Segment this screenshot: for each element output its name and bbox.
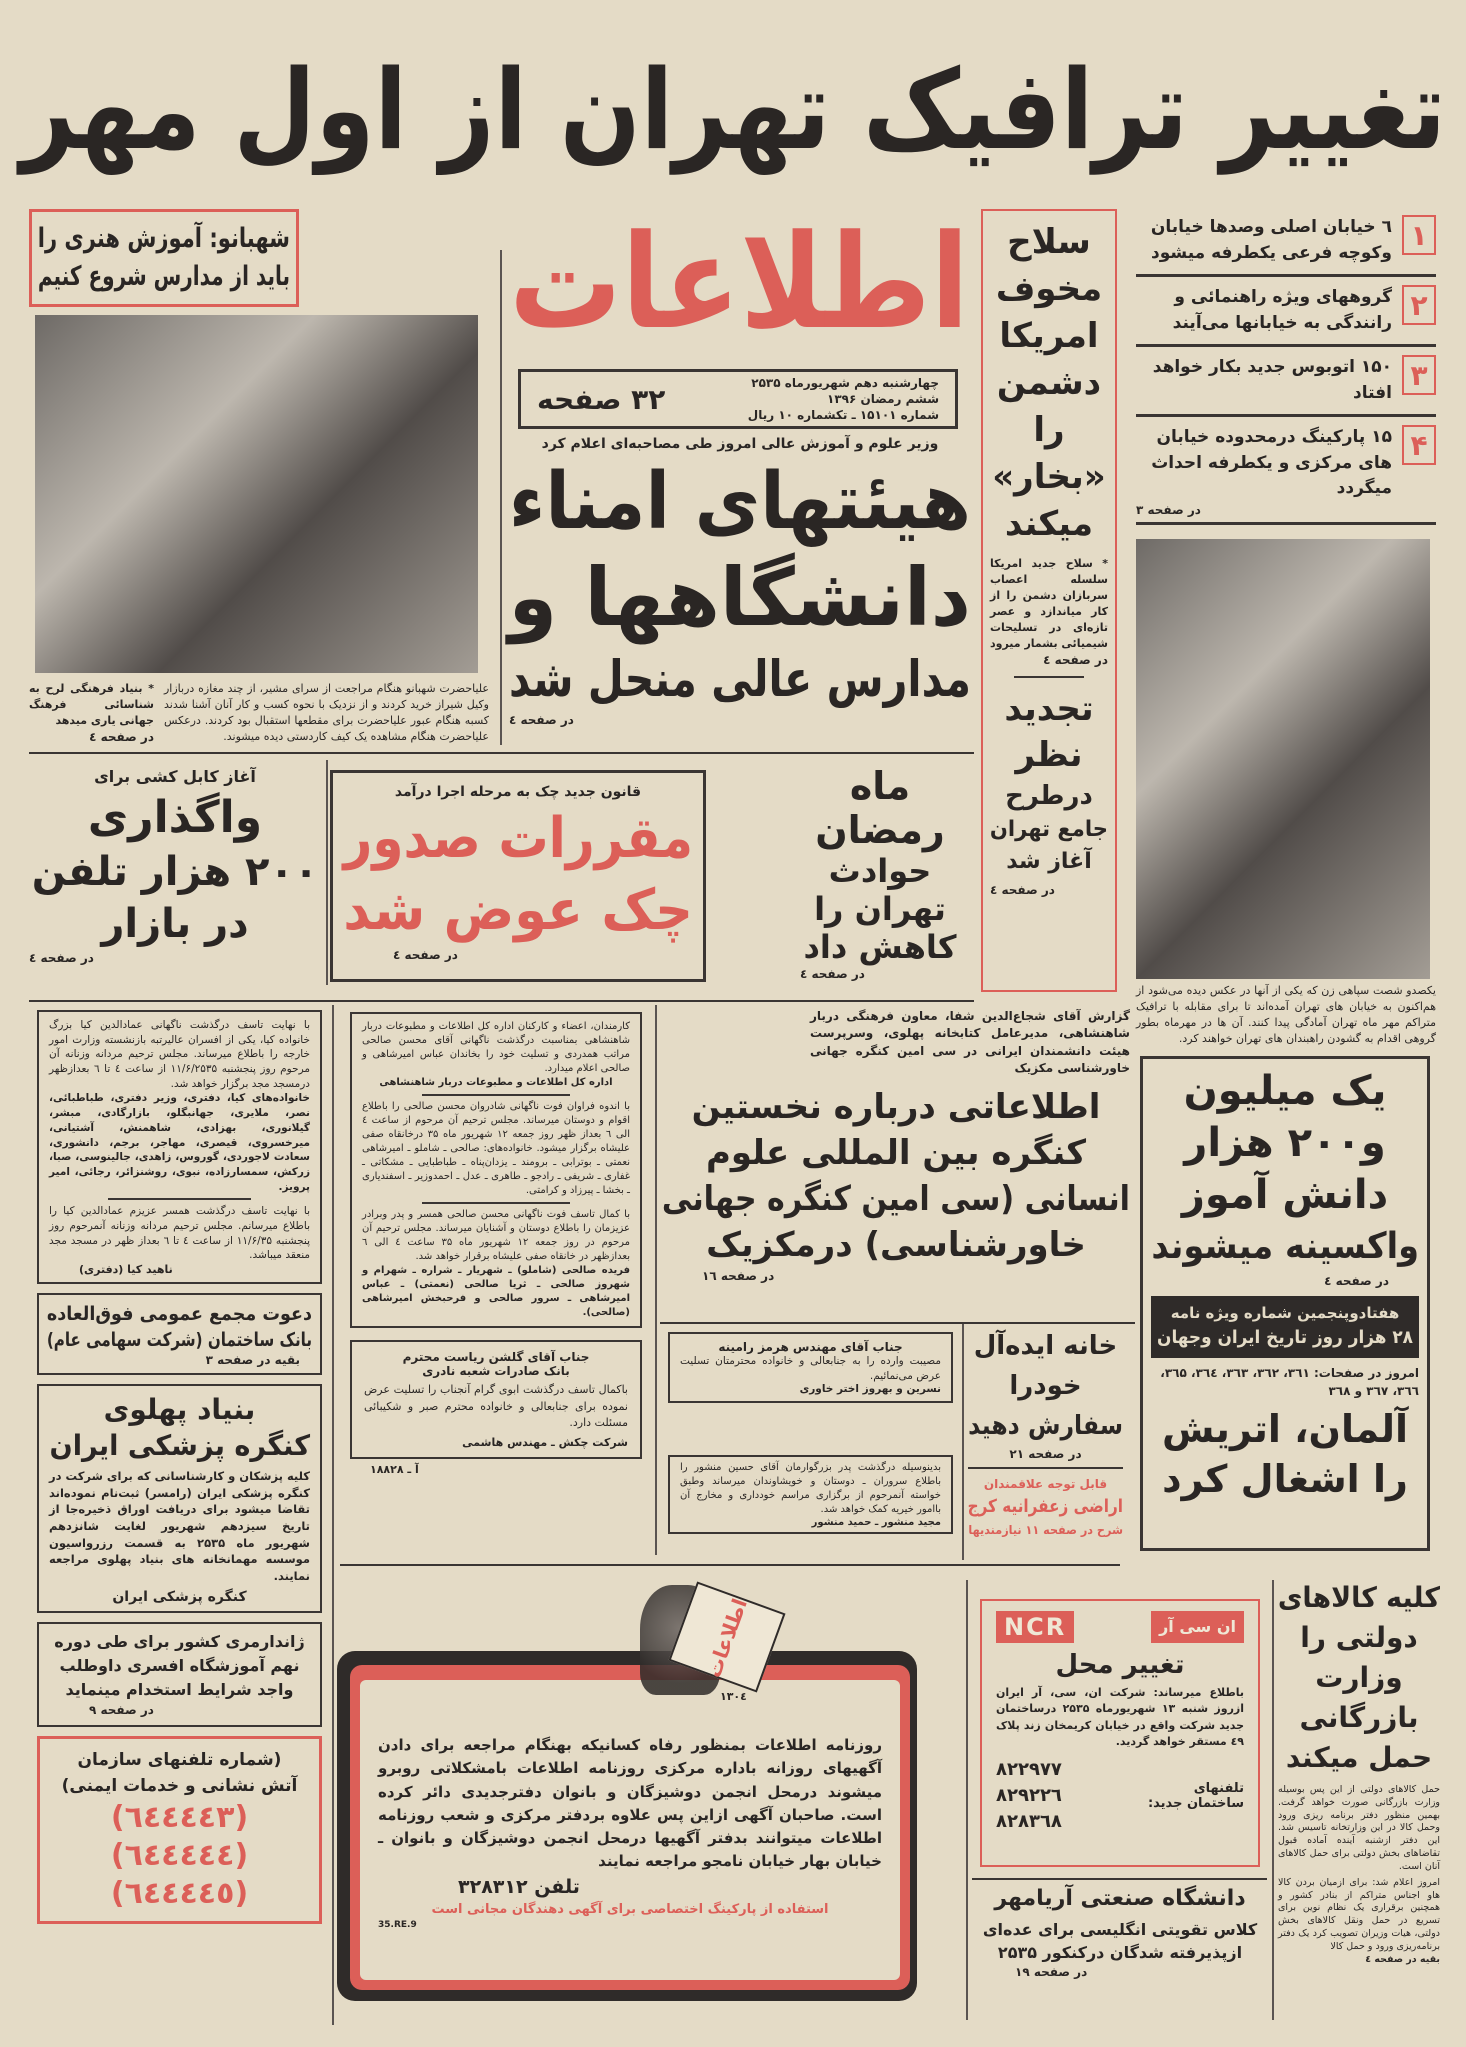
ncr-notice[interactable] <box>980 1599 1260 1867</box>
germany-headline[interactable] <box>1151 1404 1419 1504</box>
ad-body: روزنامه اطلاعات بمنظور رفاه کسانیکه بهنگام مراجعه برای دادن آگهیهای روزانه باداره مرکزی روزنامه اطلاعات بامشکلاتی روبرو میشوند درمحل انجمن دوشیزگان و بانوان دفترجدیدی دائر کرده است. صاحبان آگهی ازاین پس علاوه بردفتر مرکزی و شعب روزنامه اطلاعات میتوانند بدفتر آگهیها درمحل انجمن دوشیزگان و بانوان ـ خیابان بهار خیابان نامجو مراجعه نمایند <box>378 1736 882 1871</box>
masthead-logo: اطلاعات <box>509 206 969 358</box>
ettelaat-ad-panel <box>360 1680 900 1980</box>
obit-sign: اداره کل اطلاعات و مطبوعات دربار شاهنشاهی <box>379 1077 613 1088</box>
commerce-line: کلیه کالاهای <box>1277 1581 1440 1614</box>
congress-line: اطلاعاتی درباره نخستین <box>691 1086 1101 1127</box>
congress-headline <box>662 1084 1130 1268</box>
obit-title: جناب آقای مهندس هرمز رامینه <box>718 1340 903 1354</box>
obit-text: با نهایت تاسف درگذشت ناگهانی عمادالدین کیا بزرگ خانواده کیا، یکی از افسران عالیرتبه بازنشسته وزارت امور خارجه را باطلاع میرساند. مجلس ترحیم مردانه وزنانه آن مرحوم روز پنجشنبه ۱۱/۶/۲۵۳۵ از ساعت ٤ تا ٦ بعدازظهر درمسجد مجد برگزار خواهد شد. <box>49 1019 310 1090</box>
master-plan-headline[interactable] <box>990 686 1108 878</box>
special-line2: ۲۸ هزار روز تاریخ ایران وجهان <box>1157 1326 1413 1348</box>
car-line: سفارش دهید <box>968 1411 1123 1441</box>
traffic-item[interactable] <box>1136 209 1436 277</box>
cheque-line1: مقررات صدور <box>343 806 693 871</box>
item-number: ١ <box>1402 215 1436 255</box>
issue-number: شماره ۱۵۱۰۱ ـ تکشماره ۱۰ ریال <box>747 408 939 423</box>
divider <box>29 1000 974 1002</box>
obit-title: بانک صادرات شعبه نادری <box>422 1364 570 1378</box>
lead-kicker: وزیر علوم و آموزش عالی امروز طی مصاحبه‌ای اعلام کرد <box>541 436 939 452</box>
divider <box>500 250 502 745</box>
page-ref: در صفحه ٤ <box>800 967 865 981</box>
divider <box>1272 1580 1274 2020</box>
item-number: ٢ <box>1402 285 1436 325</box>
divider <box>655 1005 657 1555</box>
weapon-body-text: * سلاح جدید امریکا سلسله اعصاب سربازان دشمن را از کار میاندازد و عصر تازه‌ای در تسلیحات شیمیائی بشمار میرود <box>989 557 1108 650</box>
divider <box>968 1467 1123 1469</box>
obit-text: مصیبت وارده را به جنابعالی و خانواده محترمتان تسلیت عرض می‌نمائیم. <box>680 1355 941 1382</box>
fire-line2: آتش نشانی و خدمات ایمنی) <box>61 1775 298 1796</box>
master-plan-word: آغاز شد <box>1006 849 1092 875</box>
obit-title: جناب آقای گلشن ریاست محترم <box>402 1350 590 1364</box>
obit-sign: شرکت چکش ـ مهندس هاشمی <box>462 1435 628 1449</box>
page-ref: در صفحه ٤ <box>393 948 458 962</box>
phones-story[interactable] <box>29 760 321 990</box>
traffic-item[interactable] <box>1136 417 1436 525</box>
date-box <box>518 369 958 429</box>
car-line: خانه ایده‌آل <box>973 1331 1118 1361</box>
aryamehr-notice[interactable] <box>975 1884 1265 1981</box>
vaccine-line: و۲۰۰ هزار <box>1184 1120 1386 1166</box>
vaccine-line: واکسینه میشوند <box>1151 1226 1419 1267</box>
weapon-word: را <box>1033 410 1065 450</box>
master-plan-word: درطرح <box>1005 781 1093 812</box>
cheque-box[interactable] <box>330 770 706 982</box>
ad-phone: تلفن ۳۲۸۳۱۲ <box>458 1875 580 1898</box>
ncr-phone: ۸۲۹۲۲٦ <box>996 1784 1062 1806</box>
vaccine-box <box>1140 1056 1430 1551</box>
ncr-phone: ۸۲۲۹۷۷ <box>996 1758 1062 1780</box>
caption-second: درعکس علیاحضرت هنگام مشاهده یک کیف کاردستی دیده میشوند. <box>164 714 489 744</box>
commerce-text: حمل کالاهای دولتی از این پس بوسیله وزارت بازرگانی صورت خواهد گرفت. بهمین منظور دفتر برنامه ریزی ورود وحمل کالا در این وزارتخانه تاسیس شد. این دفتر ازشنبه آینده آماده قبول تقاضاهای بخش دولتی برای حمل کالاهای آنان است. <box>1278 1784 1440 1872</box>
germany-line2: را اشغال کرد <box>1162 1456 1408 1501</box>
aryamehr-title: دانشگاه صنعتی آریامهر <box>994 1886 1246 1911</box>
ettelaat-flag-emblem <box>640 1575 770 1730</box>
obit-text: با نهایت تاسف درگذشت همسر عزیزم عمادالدین کیا را باطلاع میرسانم. مجلس ترحیم مردانه وزنانه آنمرحوم روز پنجشنبه ۱۱/۶/۳۵ از ساعت ٤ تا ٦ بعداز ظهر در مسجد مجد منعقد میباشد. <box>49 1205 311 1262</box>
photo-right-caption: یکصدو شصت سپاهی زن که یکی از آنها در عکس دیده می‌شود از هم‌اکنون به خیابان های تهران آمده‌اند تا برای مقابله با ترافیک متراکم مهر ماه تهران آمادگی پیدا کنند. آن ها در مهرماه بطور گروهی اقدام به گشودن راهبندان های تهران خواهند کرد. <box>1136 984 1436 1046</box>
page-ref: در صفحه ۹ <box>89 1702 154 1717</box>
banner-headline: تغییر ترافیک تهران از اول مهر <box>20 46 1446 174</box>
special-pages: امروز در صفحات: ۳٦۱، ۳٦۲، ۳٦۳، ۳٦٤، ۳٦۵، ۳٦٦، ۳٦۷ و ۳٦۸ <box>1160 1365 1419 1398</box>
weapon-word: دشمن <box>996 363 1102 403</box>
ramadan-word: تهران را <box>814 890 946 928</box>
traffic-item[interactable] <box>1136 347 1436 417</box>
vaccine-line: دانش آموز <box>1181 1172 1389 1218</box>
pahlavi-body: کلیه پزشکان و کارشناسانی که برای شرکت در کنگره پزشکی ایران (رامسر) ثبت‌نام نموده‌اند تقاضا میشود برای دریافت اوراق ذخیره‌جا از تاریخ سیزدهم شهریور لغایت شانزدهم شهریور ماه ۲۵۳۵ به قسمت رزرواسیون موسسه مهمانخانه های بنیاد پهلوی مراجعه نمایند. <box>49 1469 310 1584</box>
car-ad[interactable] <box>968 1326 1123 1446</box>
fire-phones-box <box>37 1736 322 1924</box>
page-ref: بقیه در صفحه ٤ <box>1365 1953 1440 1965</box>
item-text: ٦ خیابان اصلی وصدها خیابان وکوچه فرعی یکطرفه میشود <box>1150 217 1392 263</box>
obit-text: با اندوه فراوان فوت ناگهانی شادروان محسن صالحی را باطلاع اقوام و دوستان میرساند. مجلس ترحیم آن مرحوم از ساعت ٤ الی ٦ بعداز ظهر روز جمعه ۱۲ شهریور ماه ۳۵ درخانقاه صفی علیشاه برگزار میشود. خانواده‌های: صالحی ـ شاملو ـ امیرشاهی نعمتی ـ بوترابی ـ برومند ـ یزدان‌پناه ـ طباطبایی ـ مشکاتی ـ غفاری ـ شریفی ـ رادجو ـ طاهری ـ عدل ـ احمدوزیر ـ اسفندیاری ـ بخشا ـ پیرزاد و کرامتی. <box>362 1101 630 1196</box>
weapon-word: سلاح <box>1007 222 1091 262</box>
ramadan-word: حوادث <box>828 852 932 890</box>
ncr-body: باطلاع میرساند: شرکت ان، سی، آر ایران ازروز شنبه ۱۳ شهریورماه ۲۵۳۵ درساختمان جدید شرکت واقع در خیابان کریمخان زند پلاک ٤۹ مستقر خواهد گردید. <box>996 1685 1245 1749</box>
shahbanu-line2: باید از مدارس شروع کنیم <box>37 261 291 292</box>
master-plan-word: تجدید <box>1004 689 1094 730</box>
weapon-word: مخوف <box>995 269 1103 309</box>
commerce-column <box>1278 1578 1440 2040</box>
ncr-phone: ۸۲۸۳٦۸ <box>996 1811 1062 1833</box>
page-ref: در صفحه ٤ <box>1324 1274 1389 1288</box>
vaccine-headline[interactable] <box>1151 1065 1419 1273</box>
commerce-body <box>1278 1784 1440 1966</box>
obit-text: با کمال تاسف فوت ناگهانی محسن صالحی همسر و پدر وبرادر عزیزمان را باطلاع دوستان و آشنایان میرساند. مجلس ترحیم آن مرحوم در روز جمعه ۱۲ شهریور ماه ۳۵ ساعت ٤ الی ٦ بعدازظهر در خانقاه صفی علیشاه برقرار خواهد شد. <box>362 1209 630 1262</box>
obit-sign: نسرین و بهروز اختر خاوری <box>799 1383 941 1396</box>
fire-number: (٦٤٤٤٤٤) <box>110 1837 249 1873</box>
flag-logo: اطلاعات <box>668 1581 785 1692</box>
vaccine-line: یک میلیون <box>1183 1068 1387 1114</box>
obituary-kia <box>37 1010 322 1284</box>
car-line: خودرا <box>1009 1371 1082 1401</box>
flag-year: ۱۳۰٤ <box>720 1690 747 1703</box>
commerce-line: دولتی را <box>1300 1621 1418 1654</box>
left-lower-column <box>37 1010 322 2040</box>
obituary-column <box>350 1012 642 1557</box>
page-ref: در صفحه ۱٦ <box>702 1268 775 1283</box>
caption-side-text: * بنیاد فرهنگی لرح به شناسائی فرهنگ جهانی یاری میدهد <box>29 682 154 728</box>
page-ref: در صفحه ۳ <box>1136 502 1201 517</box>
lead-line2: دانشگاهها و <box>508 551 971 644</box>
divider <box>1014 676 1085 678</box>
pahlavi-congress[interactable] <box>37 1384 322 1613</box>
land-sub: شرح در صفحه ۱۱ نیازمندیها <box>968 1522 1123 1537</box>
special-issue-banner[interactable] <box>1151 1296 1419 1358</box>
weapon-headline[interactable] <box>990 219 1108 548</box>
pahlavi-line2: کنگره پزشکی ایران <box>49 1429 310 1462</box>
divider <box>29 752 974 754</box>
obituary-manshour <box>668 1455 953 1534</box>
page-ref: در صفحه ٤ <box>990 883 1055 898</box>
phones-line3: در بازار <box>101 901 249 947</box>
ncr-logo-persian: ان سی آر <box>1151 1611 1244 1643</box>
item-number: ۴ <box>1402 425 1436 465</box>
commerce-line: بازرگانی <box>1299 1701 1419 1734</box>
ad-code: 35.RE.9 <box>378 1919 417 1930</box>
cheque-kicker: قانون جدید چک به مرحله اجرا درآمد <box>394 784 642 800</box>
congress-line: خاورشناسی) درمکزیک <box>706 1224 1086 1265</box>
obituary-golshan <box>350 1340 642 1459</box>
page-ref: در صفحه ٤ <box>29 951 94 965</box>
obit-sign: مجید منشور ـ حمید منشور <box>811 1517 941 1528</box>
phones-line2: ۲۰۰ هزار تلفن <box>31 849 319 895</box>
divider <box>660 1322 1135 1324</box>
congress-line: کنگره بین المللی علوم <box>705 1132 1087 1173</box>
meeting-notice[interactable] <box>37 1293 322 1375</box>
ramadan-story[interactable] <box>800 764 960 983</box>
phones-kicker: آغاز کابل کشی برای <box>94 767 256 786</box>
weapon-word: «بخار» <box>992 457 1106 497</box>
obit-families: خانواده‌های کیا، دفتری، وزیر دفتری، طباطبائی، نصر، ملایری، جهانبگلو، بازارگادی، مبشر، گیلانوری، بهزادی، شاهمنش، آشتیانی، میرخسروی، قیصری، مهاجر، برجم، دانشوری، سعادت لاجوردی، گوروس، زاهدی، جالینوسی، صبا، زرکش، سمسارزاده، نبوی، روشنزائر، رجائی، امیر پرویز. <box>49 1092 310 1193</box>
photo-caption <box>164 681 489 746</box>
page-ref: در صفحه ٤ <box>1043 652 1108 667</box>
commerce-line: حمل میکند <box>1285 1741 1433 1774</box>
ncr-phones-label: تلفنهای ساختمان جدید: <box>1147 1781 1244 1812</box>
traffic-item[interactable] <box>1136 277 1436 347</box>
page-ref: بقیه در صفحه ۳ <box>205 1353 300 1367</box>
commerce-text: امروز اعلام شد: برای ازمیان بردن کالا هاو اجناس متراکم از بنادر کشور و همچنین برقراری یک نظام نوین برای تسریع در حمل ونقل کالاهای بخش دولتی، هیات وزیران تصویب کرد یک دفتر برنامه‌ریزی ورود و حمل کالا <box>1278 1876 1440 1952</box>
meeting-line1: دعوت مجمع عمومی فوق‌العاده <box>46 1303 313 1325</box>
congress-story[interactable] <box>662 1008 1130 1318</box>
page-count: ۳۲ صفحه <box>537 382 666 416</box>
item-number: ٣ <box>1402 355 1436 395</box>
land-ad[interactable] <box>968 1475 1123 1539</box>
right-top-column <box>1136 209 1436 1047</box>
obit-sign: ناهید کیا (دفتری) <box>79 1263 173 1276</box>
divider <box>966 1580 968 2020</box>
commerce-line: وزارت <box>1315 1661 1403 1694</box>
ramadan-word: کاهش داد <box>803 928 957 966</box>
land-title: اراضی زعفرانیه کرج <box>967 1495 1123 1517</box>
page-ref: در صفحه ۲۱ <box>1009 1447 1082 1461</box>
date-hijri: ششم رمضان ۱۳۹۶ <box>827 391 939 406</box>
caption-side <box>29 681 154 746</box>
phones-line1: واگذاری <box>87 792 263 843</box>
ad-code: آ ـ ۱۸۸۲۸ <box>370 1462 419 1476</box>
lead-story[interactable] <box>509 434 971 746</box>
pahlavi-sign: کنگره پزشکی ایران <box>112 1588 247 1605</box>
fire-number: (٦٤٤٤٤٣) <box>110 1799 249 1835</box>
photo-traffic-police <box>1136 539 1430 979</box>
caption-main: علیاحضرت شهبانو هنگام مراجعت از سرای مشیر، از چند مغازه دربازار وکیل شیراز خرید کردند و از نزدیک با نحوه کسب و کار آنان آشنا شدند کسبه هنگام عبور علیاحضرت برای مقطعها استقبال بود کردند. <box>164 682 489 728</box>
aryamehr-body: کلاس تقویتی انگلیسی برای عده‌ای ازپذیرفته شدگان درکنکور ۲۵۳۵ <box>982 1920 1258 1963</box>
master-plan-word: جامع تهران <box>989 817 1108 843</box>
obit-text: بدینوسیله درگذشت پدر بزرگوارمان آقای حسین منشور را باطلاع سروران ـ دوستان و خویشاوندان میرساند وطبق خواسته آنمرحوم از برگزاری مراسم خودداری و مخارج آن باامور خیریه کمک خواهد شد. <box>680 1462 941 1515</box>
fire-number: (٦٤٤٤٤٥) <box>110 1875 249 1911</box>
master-plan-word: نظر <box>1015 735 1083 776</box>
divider <box>972 1878 1267 1880</box>
ncr-title: تغییر محل <box>1055 1650 1185 1680</box>
obituary-salehi <box>350 1012 642 1328</box>
weapon-word: امریکا <box>999 316 1099 356</box>
divider <box>340 1564 1120 1566</box>
photo-shahbanu-bazaar <box>35 315 478 673</box>
obit-text: باکمال تاسف درگذشت ابوی گرام آنجناب را تسلیت عرض نموده برای جنابعالی و خانواده محترم صبر و شکیبائی مسئلت دارد. <box>364 1383 628 1429</box>
ad-footer: استفاده از پارکینگ اختصاصی برای آگهی دهندگان مجانی است <box>431 1901 829 1917</box>
divider <box>332 1005 334 2025</box>
divider <box>962 1324 964 1560</box>
ncr-logo-latin: NCR <box>996 1611 1074 1643</box>
date-gregorian: چهارشنبه دهم شهریورماه ۲۵۳۵ <box>751 375 939 390</box>
ramadan-word: ماه <box>849 764 911 808</box>
congress-line: انسانی (سی امین کنگره جهانی <box>661 1178 1130 1219</box>
item-text: گروههای ویژه راهنمائی و رانندگی به خیابانها می‌آیند <box>1172 287 1392 333</box>
meeting-line2: بانک ساختمان (شرکت سهامی عام) <box>46 1329 313 1351</box>
special-line1: هفتادوپنجمین شماره ویژه نامه <box>1170 1303 1400 1322</box>
car-land-column <box>968 1326 1123 1558</box>
ramadan-word: رمضان <box>815 808 945 852</box>
gendarmerie-text: ژاندارمری کشور برای طی دوره نهم آموزشگاه افسری داوطلب واجد شرایط استخدام مینماید <box>54 1631 305 1699</box>
obit-text: کارمندان، اعضاء و کارکنان اداره کل اطلاعات و مطبوعات دربار شاهنشاهی بمناسبت درگذشت ناگهانی آقای محسن صالحی مراتب همدردی و تسلیت خود را بخاندان عباس امیرشاهی و صالحی اعلام میدارد. <box>362 1021 630 1074</box>
weapon-word: میکند <box>1004 504 1094 544</box>
left-top-column <box>29 209 489 746</box>
item-text: ۱۵ پارکینگ درمحدوده خیابان های مرکزی و یکطرفه احداث میگردد <box>1151 427 1392 498</box>
weapon-body <box>990 556 1108 668</box>
obit-sign: فریده صالحی (شاملو) ـ شهریار ـ شراره ـ شهرام و شهروز صالحی ـ ثریا صالحی (نعمتی) ـ عباس امیرشاهی ـ سرور صالحی و فرحبخش امیرشاهی (صالحی). <box>362 1265 630 1318</box>
photo-caption-row <box>29 681 489 746</box>
gendarmerie-notice[interactable] <box>37 1622 322 1727</box>
pahlavi-line1: بنیاد پهلوی <box>103 1393 256 1426</box>
land-kicker: قابل توجه علاقمندان <box>983 1476 1108 1491</box>
shahbanu-line1: شهبانو: آموزش هنری را <box>37 223 291 254</box>
fire-line1: (شماره تلفنهای سازمان <box>77 1749 282 1770</box>
page-ref: در صفحه ٤ <box>89 730 154 745</box>
page-ref: در صفحه ۱۹ <box>1015 1965 1088 1980</box>
cheque-line2: چک عوض شد <box>343 878 693 943</box>
shahbanu-box[interactable] <box>29 209 299 307</box>
germany-line1: آلمان، اتریش <box>1161 1406 1409 1451</box>
lead-line1: هیئتهای امناء <box>508 457 971 547</box>
obituary-ramineh <box>668 1332 953 1403</box>
page-ref: در صفحه ٤ <box>509 713 574 727</box>
item-text: ۱۵۰ اتوبوس جدید بکار خواهد افتاد <box>1152 357 1392 403</box>
divider <box>326 760 328 985</box>
lead-line3: مدارس عالی منحل شد <box>508 650 971 708</box>
weapon-column <box>981 209 1117 992</box>
traffic-list <box>1136 209 1436 525</box>
commerce-headline[interactable] <box>1278 1578 1440 1778</box>
congress-intro: گزارش آقای شجاع‌الدین شفا، معاون فرهنگی دربار شاهنشاهی، مدیرعامل کتابخانه پهلوی، وسرپرست هیئت دانشمندان ایرانی در سی امین کنگره جهانی خاورشناسی مکزیک <box>810 1009 1130 1076</box>
